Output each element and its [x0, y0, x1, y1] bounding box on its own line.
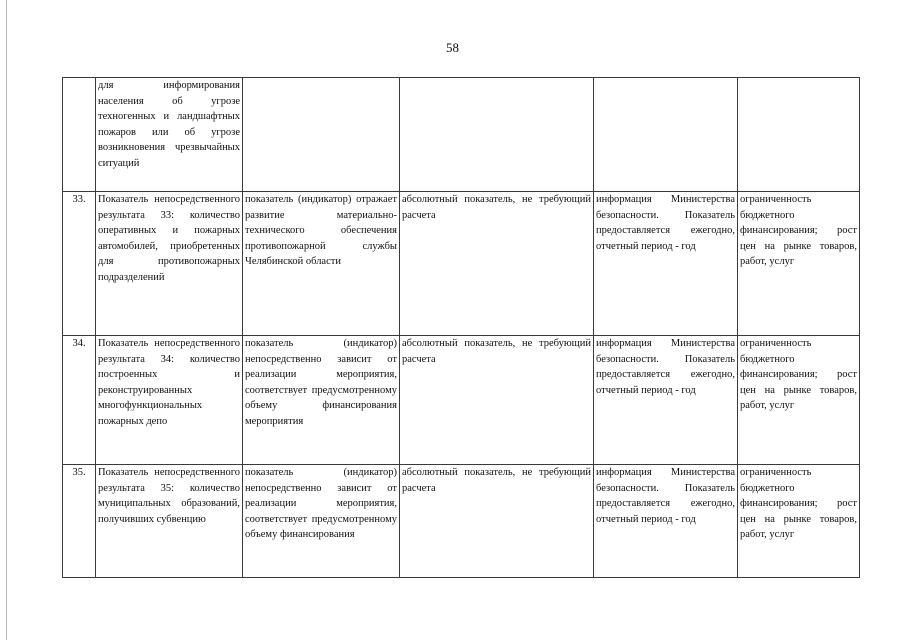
table-row [63, 465, 860, 578]
calculation-method-cell: абсолютный показатель, не требующий расчета [400, 192, 594, 336]
risk-factors-cell: ограниченность бюджетного финансирования; рост цен на рынке товаров, работ, услуг [738, 336, 860, 465]
data-source-cell [594, 78, 738, 192]
indicator-description-cell: показатель (индикатор) непосредственно зависит от реализации мероприятия, соответствует предусмотренному объему финансирования мероприятия [243, 336, 400, 465]
indicator-description-cell [243, 78, 400, 192]
table-row [63, 192, 860, 336]
row-number-cell: 34. [63, 336, 96, 465]
risk-factors-cell [738, 78, 860, 192]
indicator-description-cell: показатель (индикатор) непосредственно зависит от реализации мероприятия, соответствует предусмотренному объему финансирования [243, 465, 400, 578]
indicator-name-cell: Показатель непосредственного результата 35: количество муниципальных образований, получивших субвенцию [96, 465, 243, 578]
table-row [63, 78, 860, 192]
indicator-name-cell: для информирования населения об угрозе техногенных и ландшафтных пожаров или об угрозе возникновения чрезвычайных ситуаций [96, 78, 243, 192]
calculation-method-cell: абсолютный показатель, не требующий расчета [400, 336, 594, 465]
table-row [63, 336, 860, 465]
indicator-name-cell: Показатель непосредственного результата 33: количество оперативных и пожарных автомобилей, приобретенных для противопожарных подразделений [96, 192, 243, 336]
calculation-method-cell: абсолютный показатель, не требующий расчета [400, 465, 594, 578]
scan-edge-line [6, 0, 7, 640]
risk-factors-cell: ограниченность бюджетного финансирования; рост цен на рынке товаров, работ, услуг [738, 465, 860, 578]
indicator-description-cell: показатель (индикатор) отражает развитие материально-технического обеспечения противопожарной службы Челябинской области [243, 192, 400, 336]
calculation-method-cell [400, 78, 594, 192]
data-source-cell: информация Министерства безопасности. Показатель предоставляется ежегодно, отчетный период - год [594, 192, 738, 336]
indicators-table [62, 77, 860, 578]
data-source-cell: информация Министерства безопасности. Показатель предоставляется ежегодно, отчетный период - год [594, 465, 738, 578]
row-number-cell [63, 78, 96, 192]
row-number-cell: 35. [63, 465, 96, 578]
risk-factors-cell: ограниченность бюджетного финансирования; рост цен на рынке товаров, работ, услуг [738, 192, 860, 336]
page-number: 58 [446, 40, 459, 55]
row-number-cell: 33. [63, 192, 96, 336]
indicator-name-cell: Показатель непосредственного результата 34: количество построенных и реконструированных многофункциональных пожарных депо [96, 336, 243, 465]
data-source-cell: информация Министерства безопасности. Показатель предоставляется ежегодно, отчетный период - год [594, 336, 738, 465]
